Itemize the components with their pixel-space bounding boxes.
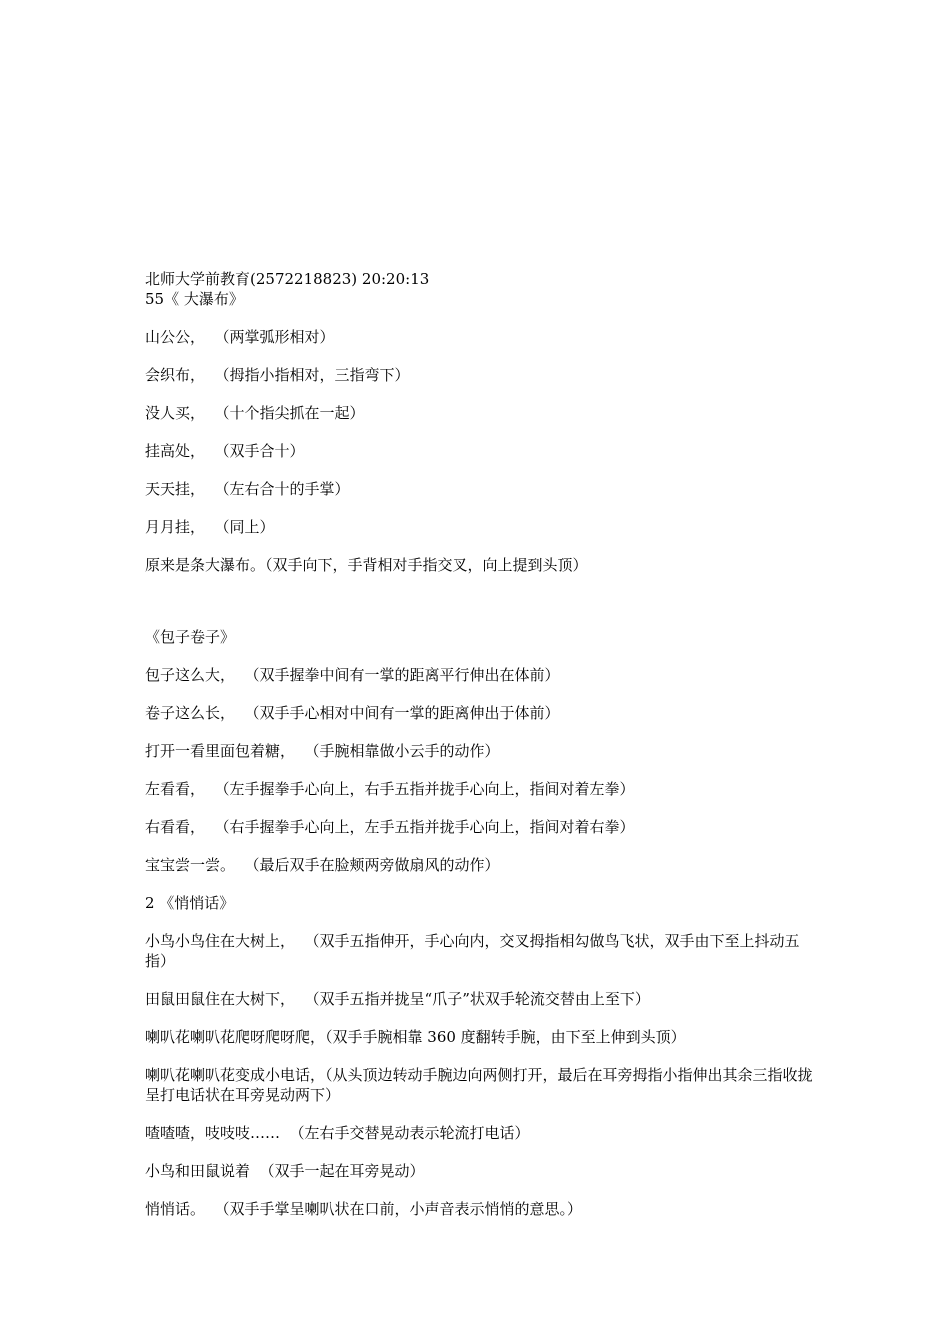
song3-line: 喳喳喳，吱吱吱…… （左右手交替晃动表示轮流打电话） xyxy=(145,1124,530,1142)
source-line: 北师大学前教育(2572218823) 20:20:13 xyxy=(145,270,430,288)
song3-line: 喇叭花喇叭花变成小电话，（从头顶边转动手腕边向两侧打开，最后在耳旁拇指小指伸出其余三指收拢呈打电话状在耳旁晃动两下） xyxy=(145,1066,813,1104)
song1-line: 会织布， （拇指小指相对，三指弯下） xyxy=(145,366,410,384)
song1-line: 没人买， （十个指尖抓在一起） xyxy=(145,404,365,422)
song2-line: 打开一看里面包着糖， （手腕相靠做小云手的动作） xyxy=(145,742,500,760)
song3-title: 2 《悄悄话》 xyxy=(145,894,235,912)
song2-line: 左看看， （左手握拳手心向上，右手五指并拢手心向上，指间对着左拳） xyxy=(145,780,635,798)
song2-line: 宝宝尝一尝。 （最后双手在脸颊两旁做扇风的动作） xyxy=(145,856,500,874)
song1-line: 月月挂， （同上） xyxy=(145,518,275,536)
song1-line: 山公公， （两掌弧形相对） xyxy=(145,328,335,346)
song1-title: 55《 大瀑布》 xyxy=(145,290,244,308)
song3-line: 田鼠田鼠住在大树下， （双手五指并拢呈“爪子”状双手轮流交替由上至下） xyxy=(145,990,650,1008)
document-body xyxy=(145,269,815,1219)
song3-line: 小鸟和田鼠说着 （双手一起在耳旁晃动） xyxy=(145,1162,425,1180)
song2-line: 右看看， （右手握拳手心向上，左手五指并拢手心向上，指间对着右拳） xyxy=(145,818,635,836)
song3-line: 悄悄话。 （双手手掌呈喇叭状在口前，小声音表示悄悄的意思。） xyxy=(145,1200,583,1218)
song2-line: 卷子这么长， （双手手心相对中间有一掌的距离伸出于体前） xyxy=(145,704,560,722)
song2-title: 《包子卷子》 xyxy=(145,628,236,646)
song3-line: 小鸟小鸟住在大树上， （双手五指伸开，手心向内，交叉拇指相勾做鸟飞状，双手由下至上抖动五指） xyxy=(145,932,800,970)
song1-line: 天天挂， （左右合十的手掌） xyxy=(145,480,350,498)
song1-line: 原来是条大瀑布。（双手向下，手背相对手指交叉，向上提到头顶） xyxy=(145,556,588,574)
song3-line: 喇叭花喇叭花爬呀爬呀爬，（双手手腕相靠 360 度翻转手腕，由下至上伸到头顶） xyxy=(145,1028,686,1046)
song1-line: 挂高处， （双手合十） xyxy=(145,442,305,460)
song2-line: 包子这么大， （双手握拳中间有一掌的距离平行伸出在体前） xyxy=(145,666,560,684)
